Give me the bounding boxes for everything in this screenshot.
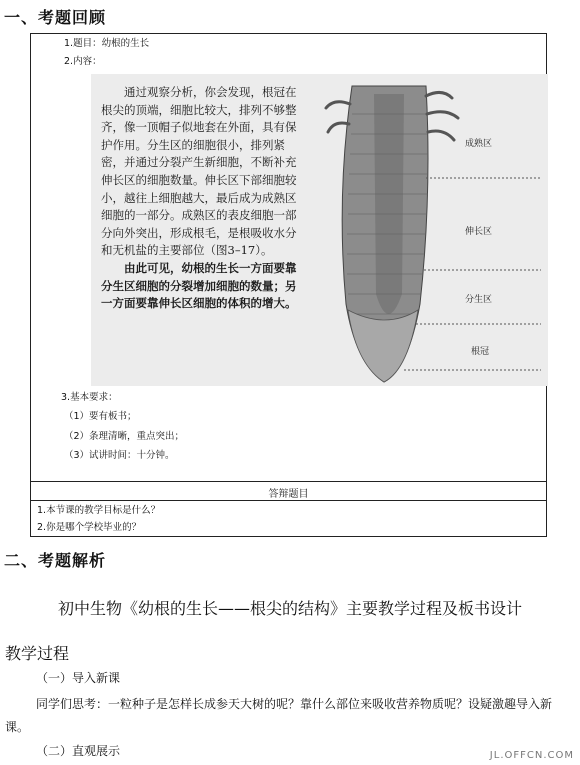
step-text: 同学们思考：一粒种子是怎样长成参天大树的呢？靠什么部位来吸收营养物质呢？设疑激趣导入新 bbox=[36, 697, 553, 711]
textbook-paragraph-1: 通过观察分析，你会发现，根冠在根尖的顶端，细胞比较大，排列不够整齐，像一顶帽子似地套在外面，具有保护作用。分生区的细胞很小，排列紧密，并通过分裂产生新细胞，不断补充伸长区的细胞数量。伸长区下部细胞较小，越往上细胞越大，最后成为成熟区细胞的一部分。成熟区的表皮细胞一部分向外突出，形成根毛，是根吸收水分和无机盐的主要部位（图3–17）。 bbox=[101, 85, 297, 258]
analysis-title: 初中生物《幼根的生长——根尖的结构》主要教学过程及板书设计 bbox=[57, 599, 522, 618]
step-text-continued: 课。 bbox=[5, 720, 30, 734]
answer-item: 2.你是哪个学校毕业的？ bbox=[37, 522, 142, 533]
step-heading: （二）直观展示 bbox=[36, 744, 121, 758]
requirements-label: 3.基本要求： bbox=[61, 392, 118, 403]
textbook-text bbox=[101, 84, 306, 313]
section-heading-analysis: 二、考题解析 bbox=[4, 551, 107, 570]
requirement-item: （2）条理清晰，重点突出； bbox=[64, 431, 185, 442]
answer-header: 答辩题目 bbox=[268, 489, 309, 500]
textbook-paragraph-2: 由此可见，幼根的生长一方面要靠分生区细胞的分裂增加细胞的数量；另一方面要靠伸长区细胞的体积的增大。 bbox=[101, 260, 297, 311]
root-tip-illustration bbox=[316, 74, 548, 386]
answer-header-row bbox=[31, 481, 546, 500]
textbook-figure bbox=[91, 74, 548, 386]
zone-label-meristem: 分生区 bbox=[465, 295, 493, 305]
requirement-item: （1）要有板书； bbox=[64, 411, 137, 422]
section-heading-review: 一、考题回顾 bbox=[4, 8, 107, 27]
answer-item: 1.本节课的教学目标是什么？ bbox=[37, 505, 161, 516]
requirement-item: （3）试讲时间：十分钟。 bbox=[64, 450, 175, 461]
zone-label-root-cap: 根冠 bbox=[471, 347, 490, 357]
zone-label-maturation: 成熟区 bbox=[465, 139, 493, 149]
content-label: 2.内容： bbox=[64, 56, 102, 67]
zone-label-elongation: 伸长区 bbox=[465, 227, 493, 237]
step-heading: （一）导入新课 bbox=[36, 671, 121, 685]
teaching-process-heading: 教学过程 bbox=[5, 644, 70, 663]
question-box bbox=[30, 33, 547, 537]
watermark: JL.OFFCN.COM bbox=[489, 750, 574, 761]
question-title: 1.题目：幼根的生长 bbox=[64, 38, 150, 49]
answer-items-row bbox=[31, 500, 546, 537]
